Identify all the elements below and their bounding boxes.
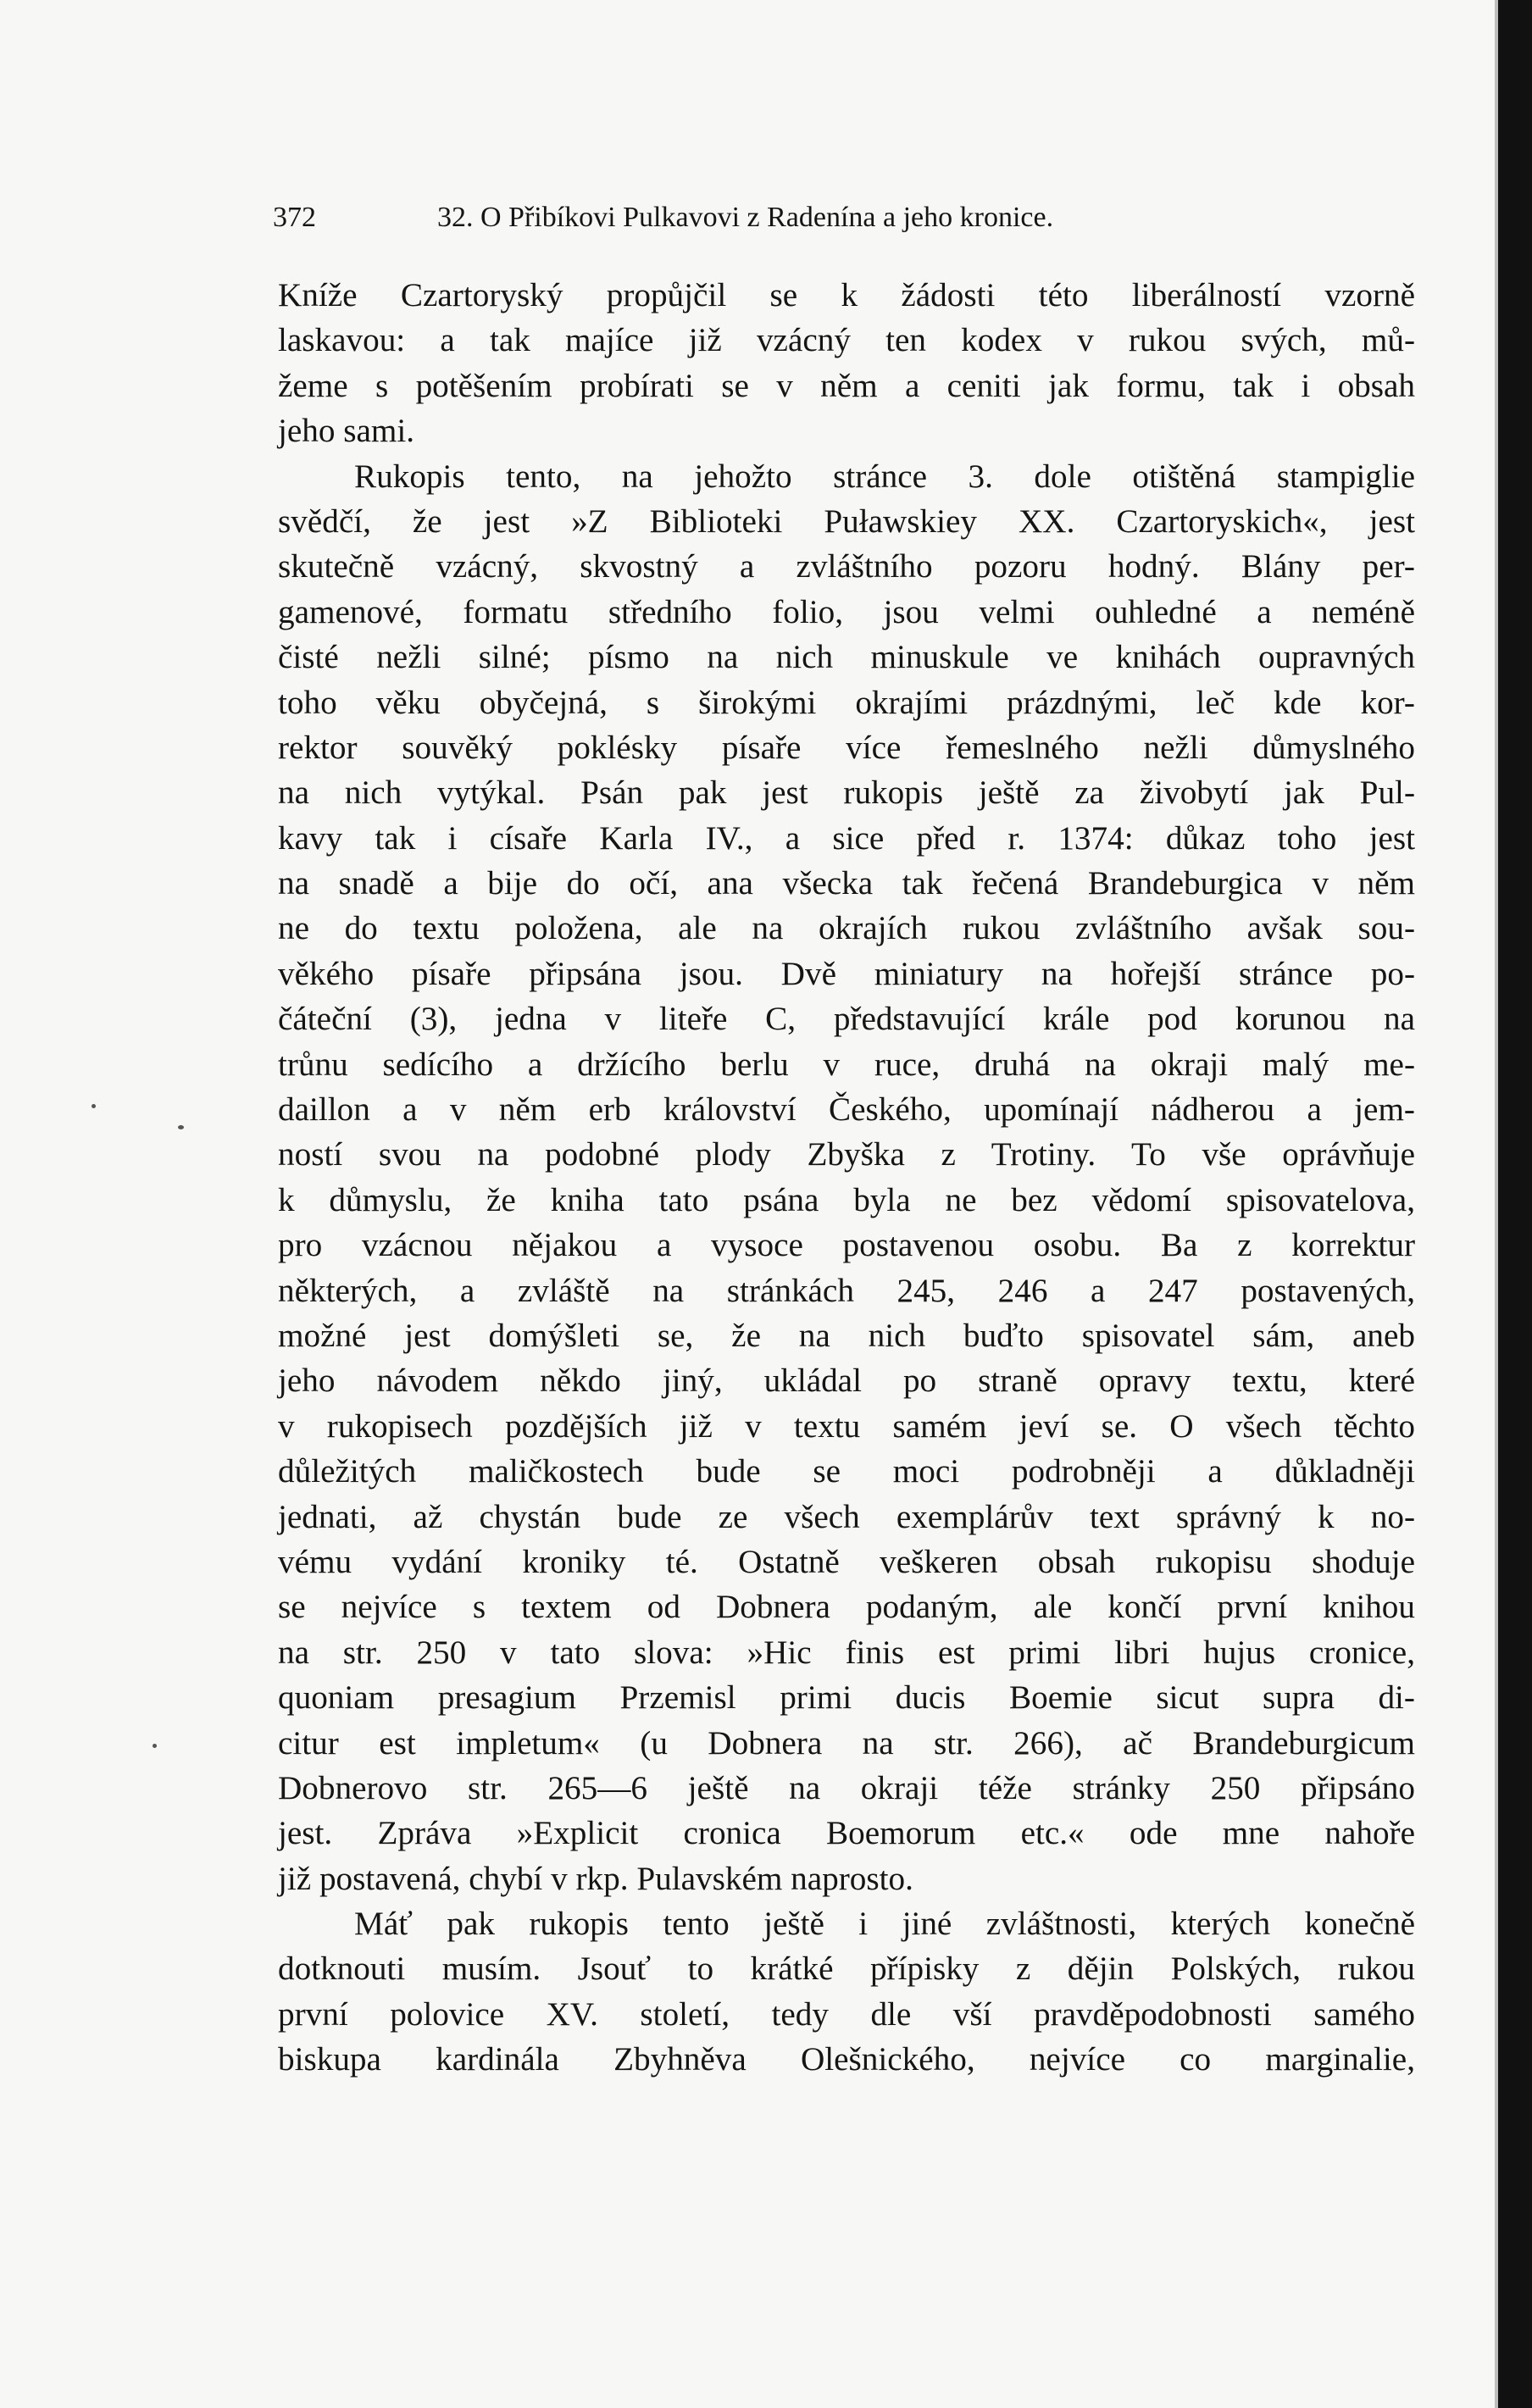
text-line: v rukopisech pozdějších již v textu samém jeví se. O všech těchto (278, 1407, 1415, 1445)
body-text (278, 273, 1415, 2083)
text-line: rektor souvěký poklésky písaře více řemeslného nežli důmyslného (278, 729, 1415, 766)
text-line: na nich vytýkal. Psán pak jest rukopis ještě za živobytí jak Pul- (278, 774, 1415, 812)
text-line: čisté nežli silné; písmo na nich minuskule ve knihách oupravných (278, 639, 1415, 676)
text-line: ností svou na podobné plody Zbyška z Trotiny. To vše oprávňuje (278, 1136, 1415, 1173)
text-line: ne do textu položena, ale na okrajích rukou zvláštního avšak sou- (278, 910, 1415, 947)
text-line: k důmyslu, že kniha tato psána byla ne bez vědomí spisovatelova, (278, 1181, 1415, 1218)
text-line: skutečně vzácný, skvostný a zvláštního pozoru hodný. Blány per- (278, 548, 1415, 585)
running-title: 32. O Přibíkovi Pulkavovi z Radenína a jeho kronice. (437, 202, 1054, 233)
page-header (273, 202, 1247, 244)
text-line: čáteční (3), jedna v liteře C, představující krále pod korunou na (278, 1001, 1415, 1038)
text-line: Máť pak rukopis tento ještě i jiné zvláštnosti, kterých konečně (354, 1906, 1415, 1943)
text-line: věkého písaře připsána jsou. Dvě miniatury na hořejší stránce po- (278, 955, 1415, 992)
text-line: jest. Zpráva »Explicit cronica Boemorum etc.« ode mne nahoře (278, 1815, 1415, 1852)
text-line: již postavená, chybí v rkp. Pulavském naprosto. (278, 1860, 913, 1897)
page-number: 372 (273, 202, 316, 233)
text-line: citur est impletum« (u Dobnera na str. 266), ač Brandeburgicum (278, 1724, 1415, 1762)
text-line: se nejvíce s textem od Dobnera podaným, ale končí první knihou (278, 1589, 1415, 1626)
paper-speck (153, 1744, 157, 1748)
text-line: jeho sami. (278, 413, 415, 450)
text-line: vému vydání kroniky té. Ostatně veškeren obsah rukopisu shoduje (278, 1543, 1415, 1580)
text-line: quoniam presagium Przemisl primi ducis Boemie sicut supra di- (278, 1679, 1415, 1717)
text-line: svědčí, že jest »Z Biblioteki Puławskiey XX. Czartoryskich«, jest (278, 502, 1415, 540)
text-line: kavy tak i císaře Karla IV., a sice před r. 1374: důkaz toho jest (278, 819, 1415, 857)
text-line: Dobnerovo str. 265—6 ještě na okraji téže stránky 250 připsáno (278, 1769, 1415, 1806)
text-line: dotknouti musím. Jsouť to krátké přípisky z dějin Polských, rukou (278, 1950, 1415, 1988)
text-line: na snadě a bije do očí, ana všecka tak řečená Brandeburgica v něm (278, 865, 1415, 902)
text-line: toho věku obyčejná, s širokými okrajími prázdnými, leč kde kor- (278, 684, 1415, 721)
text-line: Rukopis tento, na jehožto stránce 3. dole otištěná stampiglie (354, 458, 1415, 495)
text-line: trůnu sedícího a držícího berlu v ruce, druhá na okraji malý me- (278, 1046, 1415, 1083)
text-line: Kníže Czartoryský propůjčil se k žádosti této liberálností vzorně (278, 277, 1415, 313)
text-line: žeme s potěšením probírati se v něm a ceniti jak formu, tak i obsah (278, 367, 1415, 404)
paper-speck (92, 1104, 96, 1108)
text-line: na str. 250 v tato slova: »Hic finis est primi libri hujus cronice, (278, 1634, 1415, 1671)
text-line: první polovice XV. století, tedy dle vší pravděpodobnosti samého (278, 1995, 1415, 2033)
text-line: jednati, až chystán bude ze všech exemplárův text správný k no- (278, 1498, 1415, 1535)
text-line: některých, a zvláště na stránkách 245, 246 a 247 postavených, (278, 1272, 1415, 1309)
text-line: daillon a v něm erb království Českého, upomínají nádherou a jem- (278, 1091, 1415, 1129)
text-line: důležitých maličkostech bude se moci podrobněji a důkladněji (278, 1453, 1415, 1490)
text-line: biskupa kardinála Zbyhněva Olešnického, nejvíce co marginalie, (278, 2041, 1415, 2078)
text-line: pro vzácnou nějakou a vysoce postavenou osobu. Ba z korrektur (278, 1227, 1415, 1264)
text-line: laskavou: a tak majíce již vzácný ten kodex v rukou svých, mů- (278, 322, 1415, 359)
scan-border (1498, 0, 1532, 2408)
text-line: jeho návodem někdo jiný, ukládal po straně opravy textu, které (278, 1362, 1415, 1400)
text-line: možné jest domýšleti se, že na nich buďto spisovatel sám, aneb (278, 1317, 1415, 1354)
text-line: gamenové, formatu středního folio, jsou velmi ouhledné a neméně (278, 593, 1415, 630)
paper-speck (178, 1125, 184, 1129)
